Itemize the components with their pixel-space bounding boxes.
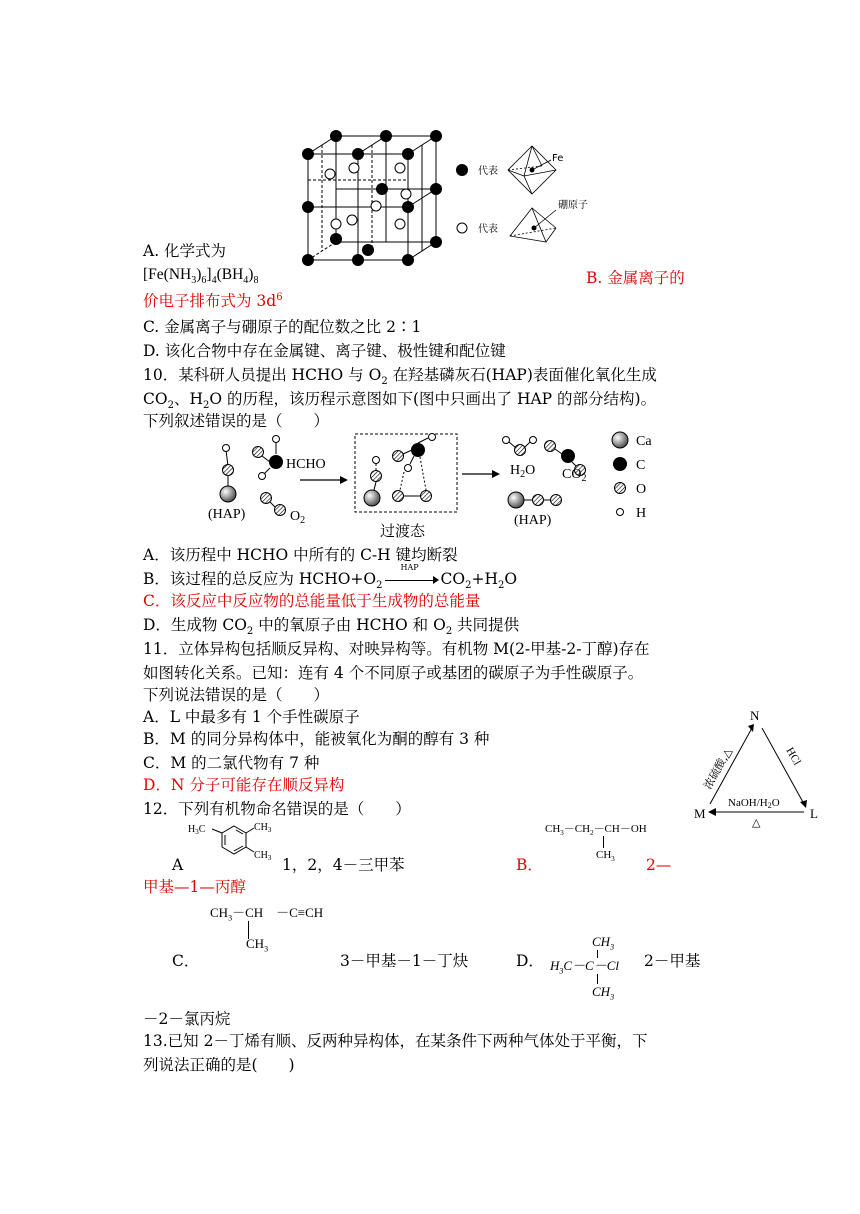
hap-label-2: (HAP) xyxy=(514,513,552,528)
q12-option-d-name2: －2－氯丙烷 xyxy=(143,1010,231,1028)
q9-formula-text: $[Fe(NH_3)_6]_4(BH_4)_8$ xyxy=(143,266,259,287)
hcho-label: HCHO xyxy=(286,457,326,472)
legend-h: H xyxy=(636,506,647,521)
q10-option-b: B．该过程的总反应为 $HCHO+O_2$ HAP $CO_2+H_2O$ xyxy=(143,563,518,592)
q12-option-a-name: 1，2，4－三甲苯 xyxy=(282,856,405,874)
q9-option-b-part2: 价电子排布式为 $3d^6$ xyxy=(143,291,283,310)
co2-label: $CO_2$ xyxy=(562,467,587,484)
q12-d-top: $CH_3$ xyxy=(592,934,615,952)
q12-d-bond-top xyxy=(597,950,599,958)
q12-b-structure: $CH_3-CH_2-CH-OH$ xyxy=(545,823,647,838)
conversion-triangle-diagram xyxy=(690,704,830,828)
q12-option-a-label: A xyxy=(172,856,184,874)
q12-b-bond xyxy=(603,836,605,848)
q12-option-b-name2: 甲基—1—丙醇 xyxy=(143,878,246,896)
q11-option-b: B．M 的同分异构体中，能被氧化为酮的醇有 3 种 xyxy=(143,730,490,748)
q12-option-b-name1: 2— xyxy=(646,856,672,874)
q12-option-c-label: C． xyxy=(172,952,200,970)
q12-stem: 12．下列有机物命名错误的是（ ） xyxy=(143,800,411,818)
hap-label-1: (HAP) xyxy=(208,507,246,522)
q9-option-a-label: A. 化学式为 xyxy=(143,242,227,260)
reaction-arrow xyxy=(385,580,435,581)
node-l: L xyxy=(810,806,818,821)
bottom-delta: △ xyxy=(752,816,761,828)
q13-stem-line2: 列说法正确的是( ) xyxy=(143,1056,295,1074)
q11-option-d: D．N 分子可能存在顺反异构 xyxy=(143,776,345,794)
q12-b-substituent: $CH_3$ xyxy=(596,849,615,864)
reaction-mechanism-diagram xyxy=(200,428,670,540)
hap-catalyst-label: HAP xyxy=(400,563,419,572)
q9-option-b-part1: B. 金属离子的 xyxy=(586,269,685,287)
q11-stem-line2: 如图转化关系。已知：连有 4 个不同原子或基团的碳原子为手性碳原子。 xyxy=(143,664,644,682)
ch3-label-b: $CH_3$ xyxy=(254,850,272,862)
q10-stem-line3: 下列叙述错误的是（ ） xyxy=(143,412,330,430)
transition-state-label: 过渡态 xyxy=(380,522,426,540)
q10-option-d: D．生成物 $CO_2$ 中的氧原子由 HCHO 和 $O_2$ 共同提供 xyxy=(143,616,520,638)
q12-option-c-name: 3－甲基－1－丁炔 xyxy=(340,952,469,970)
q11-stem-line1: 11．立体异构包括顺反异构、对映异构等。有机物 M(2-甲基-2-丁醇)存在 xyxy=(143,640,650,658)
right-condition: HCl xyxy=(783,745,803,768)
q9-option-a-formula xyxy=(143,264,258,286)
q12-d-bond-bot xyxy=(597,974,599,984)
h3c-label: $H_3C$ xyxy=(188,824,206,836)
q12-option-d-label: D． xyxy=(516,952,544,970)
crystal-structure-figure xyxy=(296,124,606,274)
q12-d-mid: $H_3C-C-Cl$ xyxy=(550,958,620,976)
legend-rep-label: 代表 xyxy=(478,166,498,177)
q12-option-d-name1: 2－甲基 xyxy=(644,952,701,970)
legend-o: O xyxy=(636,482,647,497)
q11-option-c: C．M 的二氯代物有 7 种 xyxy=(143,754,320,772)
bottom-condition: NaOH/H2O xyxy=(728,797,780,810)
q12-c-substituent: $CH_3$ xyxy=(246,936,269,954)
q11-option-a: A．L 中最多有 1 个手性碳原子 xyxy=(143,708,360,726)
q10-option-c: C．该反应中反应物的总能量低于生成物的总能量 xyxy=(143,592,481,610)
q12-d-bot: $CH_3$ xyxy=(592,984,615,1002)
q10-stem-line1: 10．某科研人员提出 HCHO 与 $O_2$ 在羟基磷灰石(HAP)表面催化氧化生成 xyxy=(143,366,657,388)
legend-fe-label: Fe xyxy=(552,153,564,164)
q12-c-structure: $CH_3-CH$ －C≡CH xyxy=(210,905,324,923)
legend-boron-label: 硼原子 xyxy=(558,200,588,211)
legend-ca: Ca xyxy=(636,434,652,449)
o2-label-1: $O_2$ xyxy=(290,509,306,526)
q9-option-c: C. 金属离子与硼原子的配位数之比 2∶1 xyxy=(143,318,422,336)
legend-c: C xyxy=(636,458,646,473)
node-m: M xyxy=(694,806,706,821)
q9-option-d: D. 该化合物中存在金属键、离子键、极性键和配位键 xyxy=(143,342,506,360)
left-condition: 浓硫酸,△ xyxy=(701,745,735,792)
trimethylbenzene-structure xyxy=(188,818,280,868)
q10-option-a: A．该历程中 HCHO 中所有的 C-H 键均断裂 xyxy=(143,546,458,564)
legend-rep-label-2: 代表 xyxy=(478,224,498,235)
q12-option-b-label: B． xyxy=(516,856,543,874)
h2o-label: $H_2O$ xyxy=(510,463,536,480)
q11-stem-line3: 下列说法错误的是（ ） xyxy=(143,686,330,704)
ch3-label-a: $CH_3$ xyxy=(254,822,272,834)
node-n: N xyxy=(750,708,760,723)
q10-stem-line2: $CO_2$、$H_2O$ 的历程，该历程示意图如下(图中只画出了 HAP 的部分结构)。 xyxy=(143,390,657,412)
q13-stem-line1: 13.已知 2－丁烯有顺、反两种异构体，在某条件下两种气体处于平衡，下 xyxy=(143,1032,648,1050)
